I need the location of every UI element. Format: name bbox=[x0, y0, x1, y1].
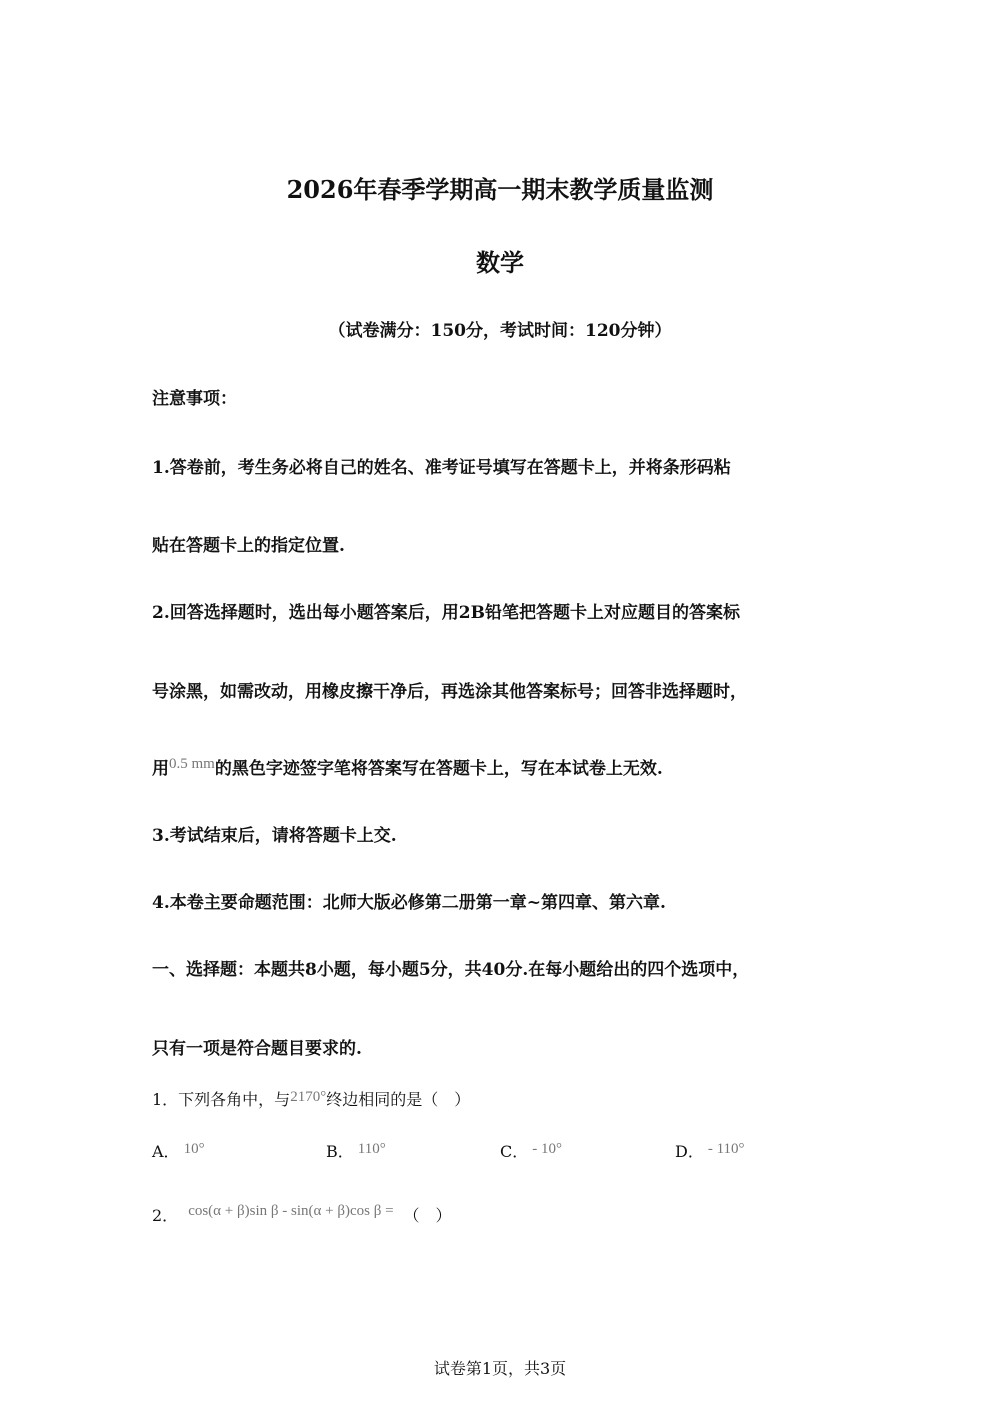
option-value: 110° bbox=[357, 1141, 386, 1157]
notice-line-3: 3.考试结束后，请将答题卡上交. bbox=[152, 826, 397, 846]
notice-line-1b: 贴在答题卡上的指定位置. bbox=[152, 536, 345, 556]
pen-size-math: 0.5 mm bbox=[169, 756, 215, 772]
notice-line-2c-pre: 用 bbox=[152, 759, 169, 779]
score-info: （试卷满分：150分，考试时间：120分钟） bbox=[328, 321, 672, 341]
notice-line-1a: 1.答卷前，考生务必将自己的姓名、准考证号填写在答题卡上，并将条形码粘 bbox=[152, 458, 731, 478]
question-2-expression: cos(α + β)sin β - sin(α + β)cos β = bbox=[188, 1203, 394, 1219]
option-letter: D． bbox=[675, 1142, 704, 1161]
notice-line-2b: 号涂黑，如需改动，用橡皮擦干净后，再选涂其他答案标号；回答非选择题时， bbox=[152, 682, 747, 702]
notice-heading: 注意事项： bbox=[152, 389, 237, 409]
question-1 bbox=[152, 1087, 470, 1110]
notice-line-2c bbox=[152, 754, 663, 779]
option-letter: A． bbox=[152, 1142, 180, 1161]
question-1-pre: 1．下列各角中，与 bbox=[152, 1090, 291, 1109]
notice-line-2a: 2.回答选择题时，选出每小题答案后，用2B铅笔把答题卡上对应题目的答案标 bbox=[152, 603, 740, 623]
question-2-post: （ ） bbox=[403, 1206, 452, 1225]
section1-heading-b: 只有一项是符合题目要求的. bbox=[152, 1039, 362, 1059]
question-1-angle: 2170° bbox=[290, 1089, 327, 1105]
question-1-post: 终边相同的是（ ） bbox=[326, 1090, 471, 1109]
option-value: - 110° bbox=[707, 1141, 745, 1157]
q1-option-d bbox=[675, 1139, 745, 1162]
q1-option-b bbox=[326, 1139, 386, 1162]
option-value: - 10° bbox=[532, 1141, 562, 1157]
option-value: 10° bbox=[183, 1141, 205, 1157]
option-letter: B． bbox=[326, 1142, 354, 1161]
question-2 bbox=[152, 1203, 452, 1226]
option-letter: C． bbox=[500, 1142, 529, 1161]
question-2-number: 2． bbox=[152, 1206, 179, 1225]
exam-title: 2026年春季学期高一期末教学质量监测 bbox=[286, 175, 714, 204]
notice-line-4: 4.本卷主要命题范围：北师大版必修第二册第一章~第四章、第六章. bbox=[152, 893, 666, 913]
page-footer: 试卷第1页，共3页 bbox=[433, 1359, 567, 1378]
q1-option-a bbox=[152, 1139, 205, 1162]
subject-title: 数学 bbox=[476, 248, 524, 277]
notice-line-2c-post: 的黑色字迹签字笔将答案写在答题卡上，写在本试卷上无效. bbox=[214, 759, 663, 779]
section1-heading-a: 一、选择题：本题共8小题，每小题5分，共40分.在每小题给出的四个选项中， bbox=[152, 960, 750, 980]
q1-option-c bbox=[500, 1139, 562, 1162]
